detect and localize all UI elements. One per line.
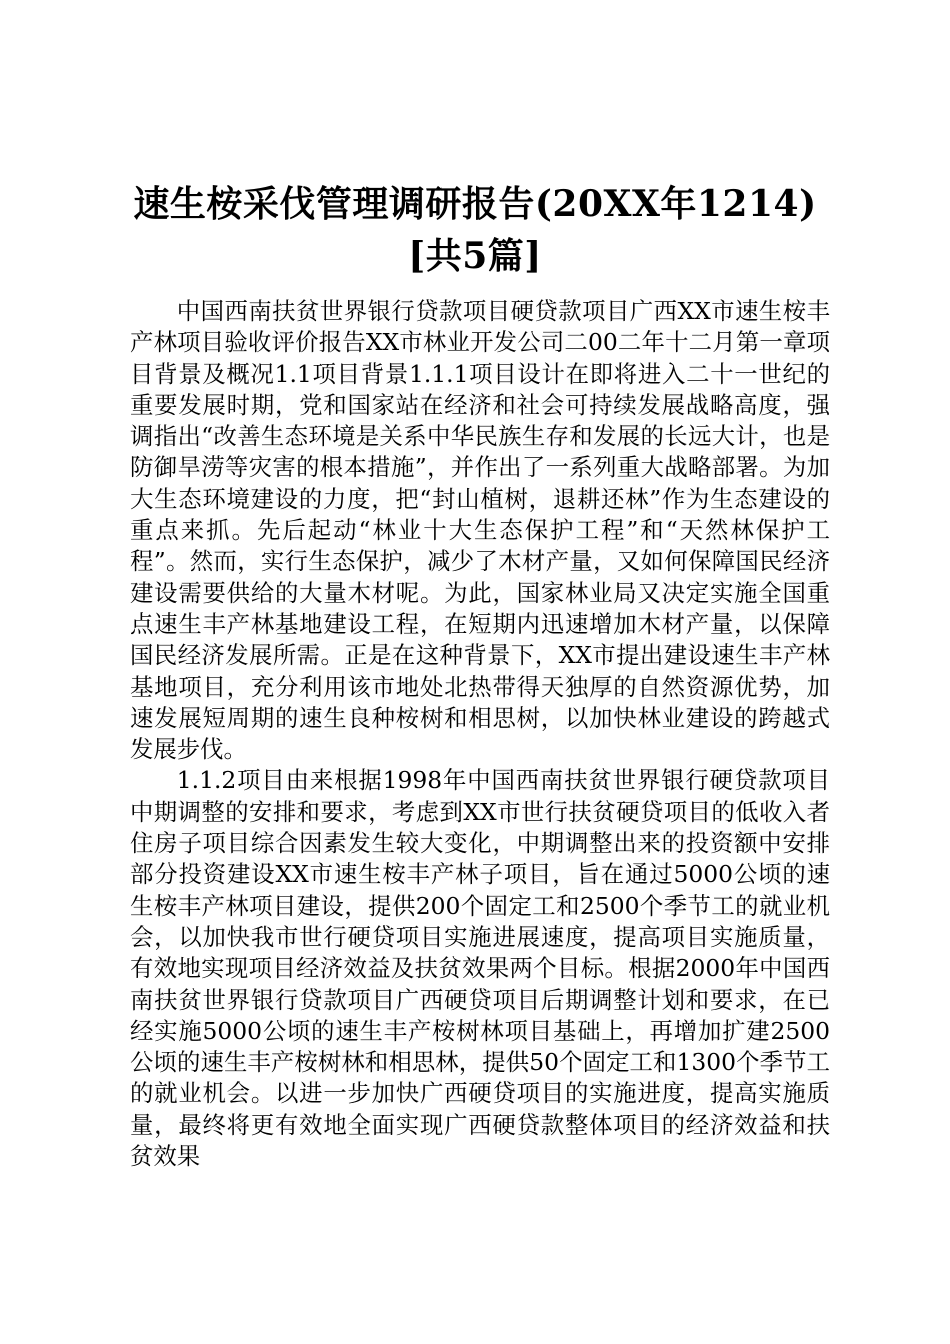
paragraph-2: 1.1.2项目由来根据1998年中国西南扶贫世界银行硬贷款项目中期调整的安排和要求，考虑到XX市世行扶贫硬贷项目的低收入者住房子项目综合因素发生较大变化，中期调整出来的投资额中安排部分投资建设XX市速生桉丰产林子项目，旨在通过5000公顷的速生桉丰产林项目建设，提供200个固定工和2500个季节工的就业机会，以加快我市世行硬贷项目实施进展速度，提高项目实施质量，有效地实现项目经济效益及扶贫效果两个目标。根据2000年中国西南扶贫世界银行贷款项目广西硬贷项目后期调整计划和要求，在已经实施5000公顷的速生丰产桉树林项目基础上，再增加扩建2500公顷的速生丰产桉树林和相思林，提供50个固定工和1300个季节工的就业机会。以进一步加快广西硬贷项目的实施进度，提高实施质量，最终将更有效地全面实现广西硬贷款整体项目的经济效益和扶贫效果	[130, 766, 830, 1171]
paragraph-1: 中国西南扶贫世界银行贷款项目硬贷款项目广西XX市速生桉丰产林项目验收评价报告XX市林业开发公司二00二年十二月第一章项目背景及概况1.1项目背景1.1.1项目设计在即将进入二十一世纪的重要发展时期，党和国家站在经济和社会可持续发展战略高度，强调指出“改善生态环境是关系中华民族生存和发展的长远大计，也是防御旱涝等灾害的根本措施”，并作出了一系列重大战略部署。为加大生态环境建设的力度，把“封山植树，退耕还林”作为生态建设的重点来抓。先后起动“林业十大生态保护工程”和“天然林保护工程”。然而，实行生态保护，减少了木材产量，又如何保障国民经济建设需要供给的大量木材呢。为此，国家林业局又决定实施全国重点速生丰产林基地建设工程，在短期内迅速增加木材产量，以保障国民经济发展所需。正是在这种背景下，XX市提出建设速生丰产林基地项目，充分利用该市地处北热带得天独厚的自然资源优势，加速发展短周期的速生良种桉树和相思树，以加快林业建设的跨越式发展步伐。	[130, 297, 830, 764]
document-title: 速生桉采伐管理调研报告(20XX年1214)[共5篇]	[133, 183, 817, 277]
document-body	[130, 296, 830, 1172]
